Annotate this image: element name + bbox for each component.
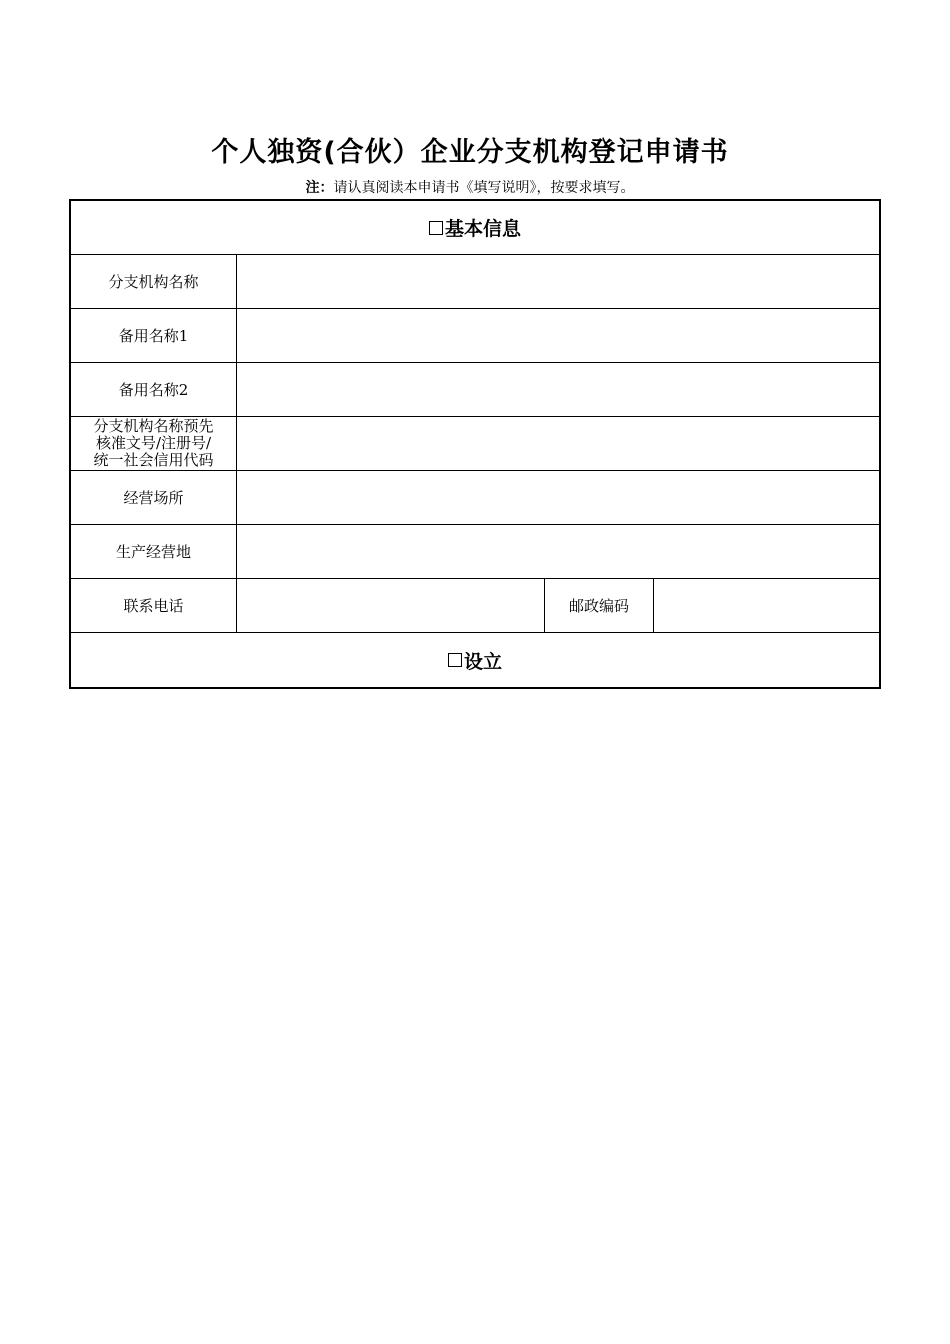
production-site-field[interactable]	[237, 525, 879, 578]
production-site-label: 生产经营地	[71, 525, 237, 578]
note-label: 注：	[305, 180, 334, 196]
alt-name-2-field[interactable]	[237, 363, 879, 416]
business-place-field[interactable]	[237, 471, 879, 524]
row-business-place	[71, 471, 879, 525]
row-branch-name	[71, 255, 879, 309]
branch-name-label: 分支机构名称	[71, 255, 237, 308]
section-establish	[71, 633, 879, 687]
postal-code-label: 邮政编码	[545, 579, 654, 632]
row-alt-name-2	[71, 363, 879, 417]
section-establish-label: 设立	[463, 650, 502, 673]
phone-field[interactable]	[237, 579, 545, 632]
note-text: 请认真阅读本申请书《填写说明》，按要求填写。	[333, 180, 635, 196]
establish-checkbox[interactable]	[448, 653, 462, 667]
page-title: 个人独资(合伙）企业分支机构登记申请书	[211, 137, 729, 168]
alt-name-1-field[interactable]	[237, 309, 879, 362]
preregistration-number-field[interactable]	[237, 417, 879, 470]
prereg-label-line2: 核准文号/注册号/	[95, 434, 212, 452]
fill-note	[0, 177, 940, 197]
basic-info-checkbox[interactable]	[429, 221, 443, 235]
row-preregistration-number	[71, 417, 879, 471]
section-basic-label: 基本信息	[444, 218, 521, 240]
alt-name-2-label: 备用名称2	[71, 363, 237, 416]
alt-name-1-label: 备用名称1	[71, 309, 237, 362]
section-basic-info	[71, 201, 879, 255]
postal-code-field[interactable]	[654, 579, 879, 632]
prereg-label-line3: 统一社会信用代码	[93, 451, 214, 469]
row-alt-name-1	[71, 309, 879, 363]
preregistration-number-label	[71, 417, 237, 470]
application-form	[69, 199, 881, 689]
business-place-label: 经营场所	[71, 471, 237, 524]
phone-label: 联系电话	[71, 579, 237, 632]
branch-name-field[interactable]	[237, 255, 879, 308]
row-production-site	[71, 525, 879, 579]
row-contact	[71, 579, 879, 633]
prereg-label-line1: 分支机构名称预先	[93, 417, 214, 435]
